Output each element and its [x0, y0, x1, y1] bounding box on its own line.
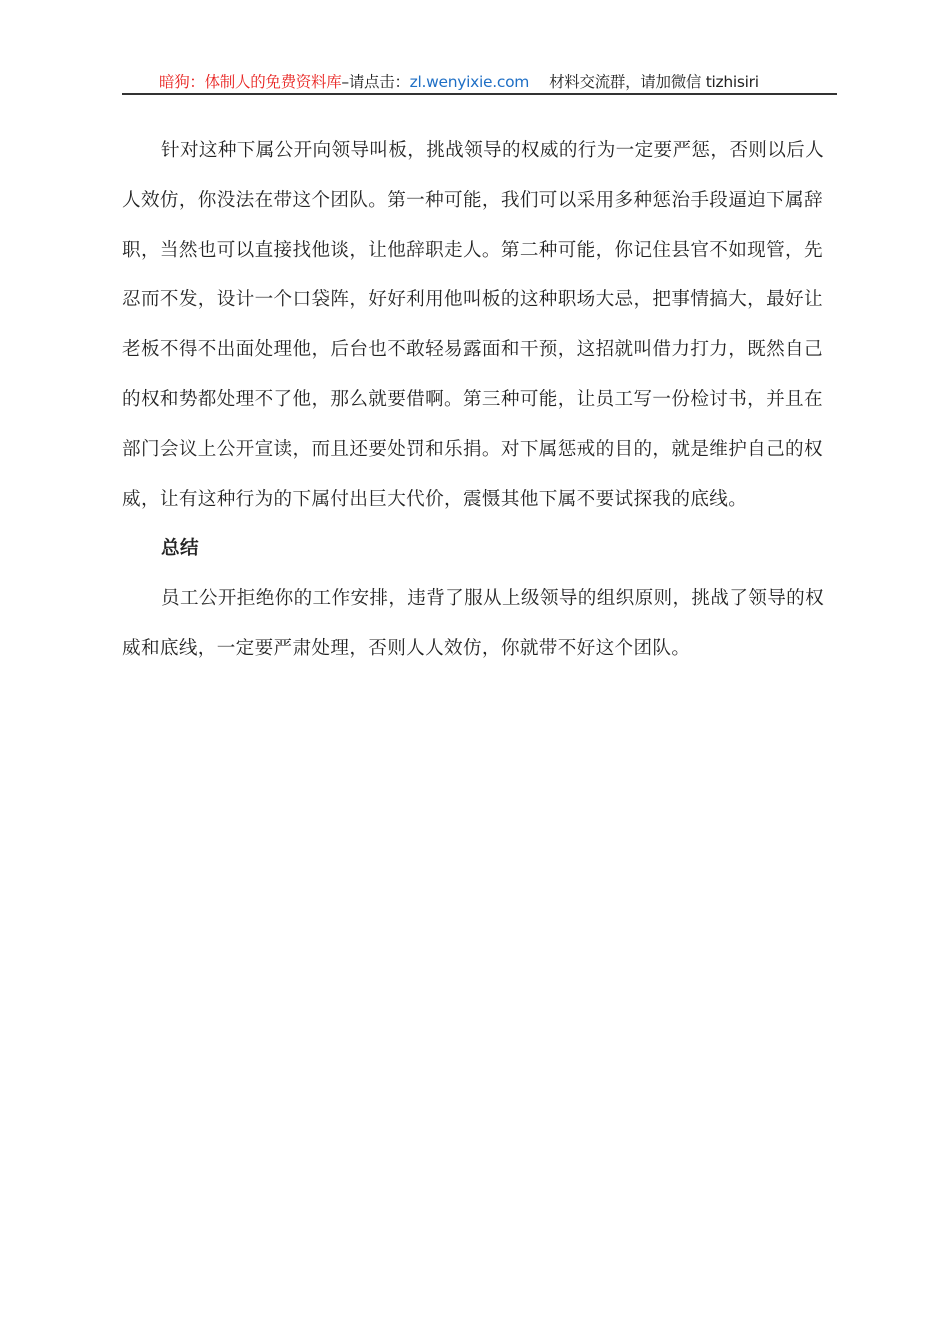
header-text — [159, 70, 759, 92]
text-line: 威和底线，一定要严肃处理，否则人人效仿，你就带不好这个团队。 — [122, 637, 691, 659]
text-line: 的权和势都处理不了他，那么就要借啊。第三种可能，让员工写一份检讨书，并且在 — [122, 388, 823, 410]
paragraph-2 — [122, 584, 834, 684]
text-line: 老板不得不出面处理他，后台也不敢轻易露面和干预，这招就叫借力打力，既然自己 — [122, 339, 823, 361]
paragraph-1 — [122, 136, 834, 534]
click-prompt: –请点击： — [341, 73, 410, 91]
text-line: 部门会议上公开宣读，而且还要处罚和乐捐。对下属惩戒的目的，就是维护自己的权 — [122, 438, 823, 460]
site-link[interactable]: zl.wenyixie.com — [409, 73, 530, 91]
text-line: 针对这种下属公开向领导叫板，挑战领导的权威的行为一定要严惩，否则以后人 — [161, 140, 825, 161]
text-line: 员工公开拒绝你的工作安排，违背了服从上级领导的组织原则，挑战了领导的权 — [161, 588, 825, 610]
text-line: 忍而不发，设计一个口袋阵，好好利用他叫板的这种职场大忌，把事情搞大，最好让 — [122, 289, 823, 311]
text-line: 职，当然也可以直接找他谈，让他辞职走人。第二种可能，你记住县官不如现管，先 — [122, 239, 823, 261]
summary-heading: 总结 — [161, 538, 199, 560]
wechat-note: 材料交流群，请加微信 tizhisiri — [549, 73, 759, 91]
text-line: 人效仿，你没法在带这个团队。第一种可能，我们可以采用多种惩治手段逼迫下属辞 — [122, 189, 823, 211]
document-body — [122, 136, 834, 684]
brand-name: 暗狗：体制人的免费资料库 — [159, 73, 342, 91]
page-header — [122, 68, 837, 95]
text-line: 威，让有这种行为的下属付出巨大代价，震慑其他下属不要试探我的底线。 — [122, 488, 748, 510]
